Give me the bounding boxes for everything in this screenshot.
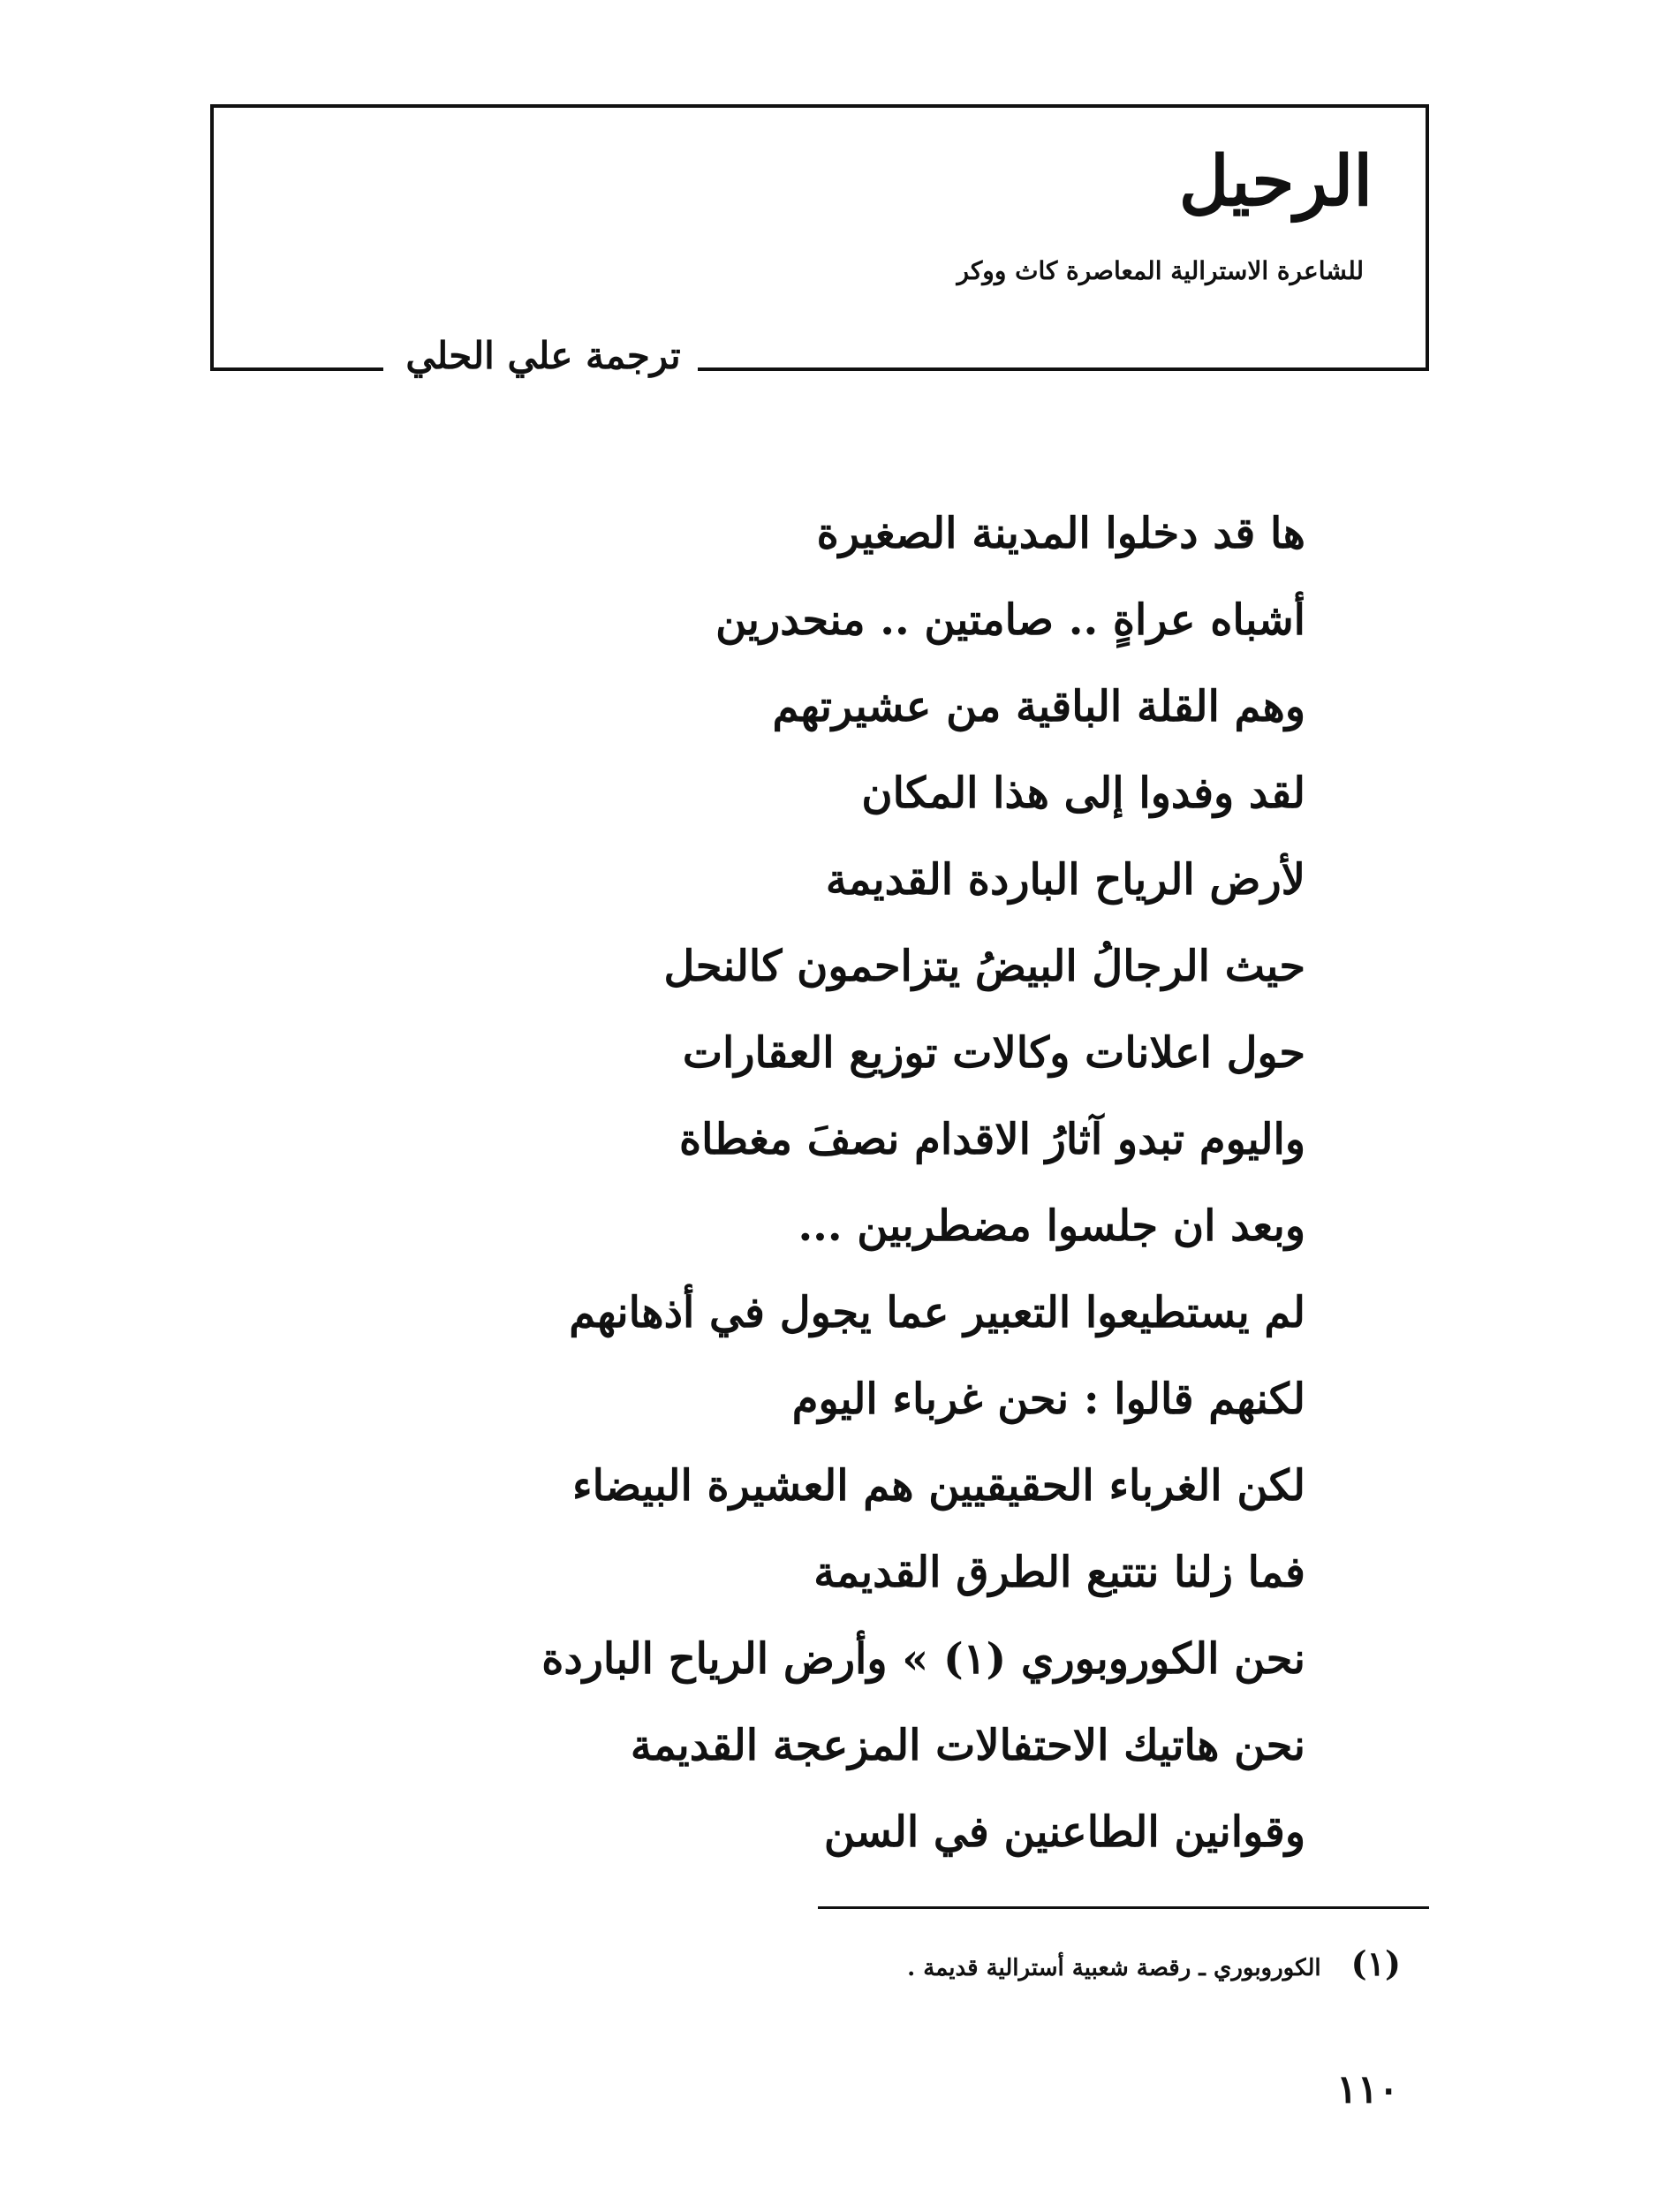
poem-line: لكنهم قالوا : نحن غرباء اليوم <box>791 1375 1305 1424</box>
footnote-text: الكوروبوري ـ رقصة شعبية أسترالية قديمة . <box>907 1955 1321 1981</box>
poem-line: ها قد دخلوا المدينة الصغيرة <box>816 509 1305 558</box>
poem-line: وقوانين الطاعنين في السن <box>823 1807 1305 1857</box>
page-number: ١١٠ <box>1336 2067 1399 2112</box>
poem-body <box>541 490 1305 1875</box>
poem-line: لم يستطيعوا التعبير عما يجول في أذهانهم <box>569 1288 1305 1337</box>
poem-line: وبعد ان جلسوا مضطربين ... <box>798 1201 1305 1251</box>
header-frame-bottom-right-rule <box>698 367 1429 371</box>
poem-line: حيث الرجالُ البيضُ يتزاحمون كالنحل <box>663 942 1305 991</box>
poem-line: حول اعلانات وكالات توزيع العقارات <box>682 1028 1305 1078</box>
poem-line: لكن الغرباء الحقيقيين هم العشيرة البيضاء <box>572 1461 1305 1511</box>
footnote <box>907 1943 1401 1983</box>
poem-line: نحن الكوروبوري (١) » وأرض الرياح الباردة <box>541 1634 1305 1684</box>
poem-title: الرحيل <box>1178 141 1373 222</box>
header-frame-bottom-left-rule <box>210 367 383 371</box>
poem-line: فما زلنا نتتبع الطرق القديمة <box>813 1548 1305 1597</box>
header-frame-left-border <box>210 104 214 369</box>
poem-line: لأرض الرياح الباردة القديمة <box>825 855 1305 905</box>
header-frame-right-border <box>1426 104 1429 369</box>
poem-subtitle: للشاعرة الاسترالية المعاصرة كاث ووكر <box>957 256 1364 285</box>
footnote-separator <box>818 1906 1429 1909</box>
header-frame-top-border <box>210 104 1429 108</box>
poem-line: أشباه عراةٍ .. صامتين .. منحدرين <box>715 595 1305 645</box>
translator-credit: ترجمة علي الحلي <box>405 334 681 377</box>
footnote-marker: (١) <box>1350 1943 1401 1983</box>
poem-line: لقد وفدوا إلى هذا المكان <box>861 769 1305 818</box>
poem-line: واليوم تبدو آثارُ الاقدام نصفَ مغطاة <box>678 1115 1305 1164</box>
poem-line: نحن هاتيك الاحتفالات المزعجة القديمة <box>630 1721 1305 1770</box>
poem-line: وهم القلة الباقية من عشيرتهم <box>772 682 1305 731</box>
